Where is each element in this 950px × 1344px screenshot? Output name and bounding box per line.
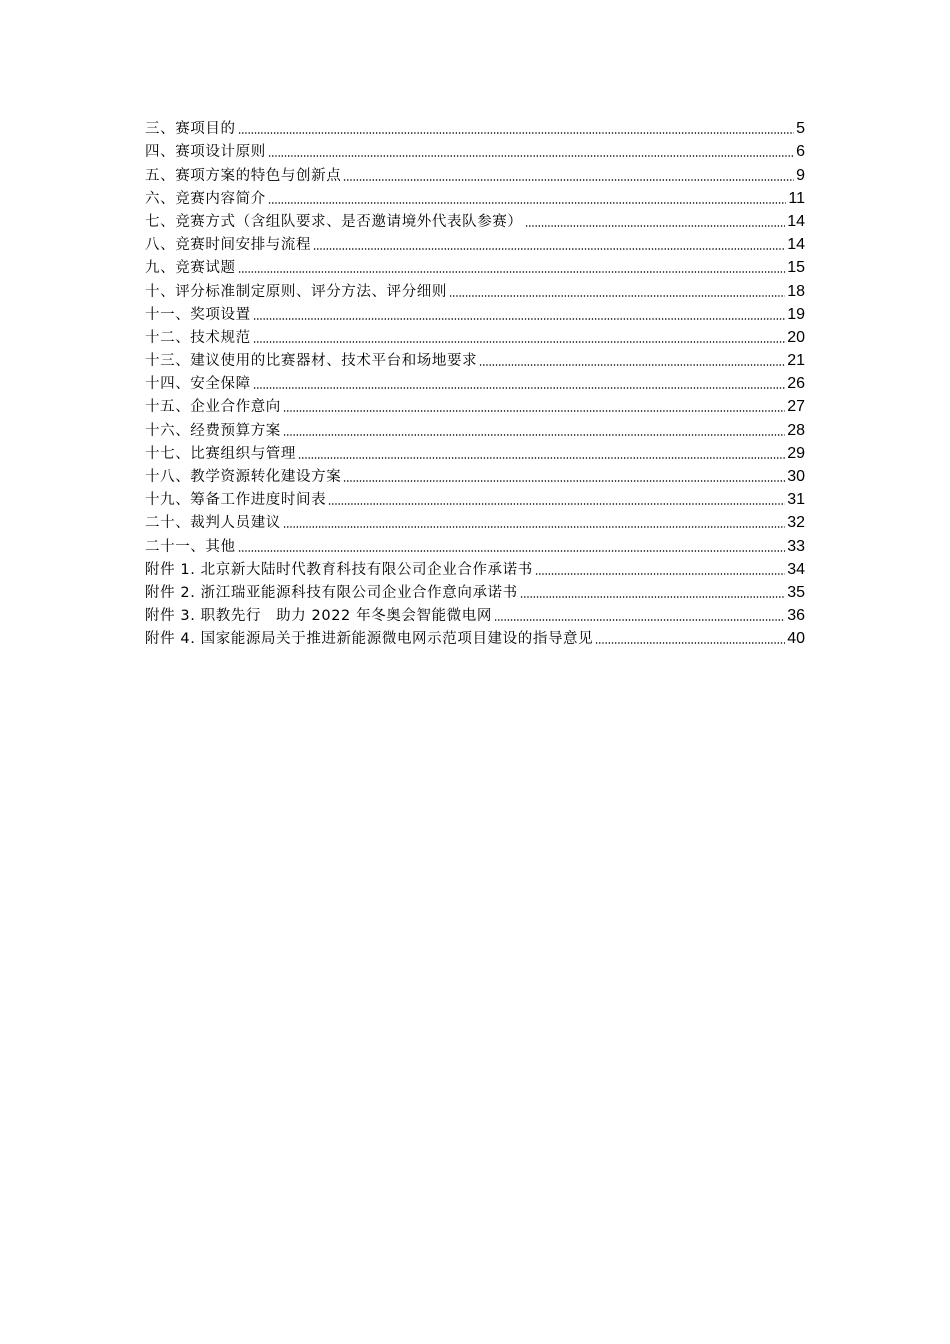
dot-leader	[283, 526, 785, 528]
toc-entry[interactable]	[145, 209, 805, 232]
toc-entry-title: 二十、裁判人员建议	[145, 515, 281, 532]
toc-entry-page-number: 28	[787, 421, 805, 439]
toc-entry[interactable]	[145, 441, 805, 464]
toc-entry-page-number: 6	[796, 143, 805, 161]
toc-entry-page-number: 29	[787, 444, 805, 462]
toc-entry[interactable]	[145, 603, 805, 626]
toc-entry[interactable]	[145, 394, 805, 417]
toc-entry-title: 附件 1. 北京新大陆时代教育科技有限公司企业合作承诺书	[145, 561, 533, 578]
dot-leader	[535, 573, 785, 575]
toc-entry-title: 附件 2. 浙江瑞亚能源科技有限公司企业合作意向承诺书	[145, 584, 518, 601]
dot-leader	[525, 225, 786, 227]
toc-entry-title: 十六、经费预算方案	[145, 422, 281, 439]
toc-entry[interactable]	[145, 464, 805, 487]
toc-entry-title: 十四、安全保障	[145, 376, 251, 393]
toc-entry[interactable]	[145, 139, 805, 162]
toc-entry-page-number: 14	[787, 212, 805, 230]
toc-entry[interactable]	[145, 533, 805, 556]
dot-leader	[253, 318, 786, 320]
toc-entry-title: 附件 3. 职教先行 助力 2022 年冬奥会智能微电网	[145, 608, 492, 625]
dot-leader	[268, 155, 794, 157]
toc-entry[interactable]	[145, 302, 805, 325]
toc-entry[interactable]	[145, 232, 805, 255]
toc-entry-title: 二十一、其他	[145, 538, 236, 555]
dot-leader	[449, 295, 785, 297]
toc-entry[interactable]	[145, 580, 805, 603]
toc-entry-title: 六、竞赛内容简介	[145, 190, 266, 207]
toc-entry-page-number: 26	[787, 375, 805, 393]
toc-entry-page-number: 40	[787, 630, 805, 648]
dot-leader	[268, 202, 787, 204]
toc-entry-page-number: 21	[787, 352, 805, 370]
dot-leader	[343, 179, 794, 181]
toc-entry-page-number: 20	[787, 328, 805, 346]
dot-leader	[283, 410, 785, 412]
toc-entry[interactable]	[145, 255, 805, 278]
toc-entry[interactable]	[145, 487, 805, 510]
toc-entry-page-number: 31	[787, 491, 805, 509]
dot-leader	[238, 550, 786, 552]
toc-entry-page-number: 35	[787, 583, 805, 601]
dot-leader	[298, 457, 785, 459]
toc-entry-page-number: 18	[787, 282, 805, 300]
toc-entry-page-number: 30	[787, 468, 805, 485]
dot-leader	[283, 434, 785, 436]
toc-entry[interactable]	[145, 348, 805, 371]
dot-leader	[238, 271, 786, 273]
dot-leader	[343, 480, 785, 482]
toc-entry[interactable]	[145, 116, 805, 139]
dot-leader	[328, 503, 785, 505]
toc-entry[interactable]	[145, 557, 805, 580]
toc-entry-page-number: 27	[787, 398, 805, 416]
toc-entry[interactable]	[145, 510, 805, 533]
dot-leader	[313, 248, 785, 250]
toc-entry[interactable]	[145, 371, 805, 394]
toc-entry-page-number: 5	[796, 120, 805, 138]
dot-leader	[494, 619, 785, 621]
toc-entry-title: 七、竞赛方式（含组队要求、是否邀请境外代表队参赛）	[145, 213, 523, 230]
dot-leader	[253, 341, 786, 343]
toc-entry[interactable]	[145, 186, 805, 209]
toc-entry-page-number: 15	[787, 259, 805, 277]
toc-entry-title: 十五、企业合作意向	[145, 399, 281, 416]
dot-leader	[238, 132, 794, 134]
toc-entry-title: 十九、筹备工作进度时间表	[145, 492, 327, 509]
toc-entry-title: 十八、教学资源转化建设方案	[145, 469, 342, 485]
toc-entry-page-number: 9	[796, 166, 805, 184]
dot-leader	[479, 364, 785, 366]
dot-leader	[253, 387, 786, 389]
table-of-contents	[145, 116, 805, 649]
toc-entry-title: 十七、比赛组织与管理	[145, 445, 296, 462]
toc-entry[interactable]	[145, 325, 805, 348]
toc-entry[interactable]	[145, 626, 805, 649]
toc-entry-page-number: 14	[787, 236, 805, 254]
toc-entry-title: 附件 4. 国家能源局关于推进新能源微电网示范项目建设的指导意见	[145, 631, 594, 648]
toc-entry-page-number: 11	[788, 189, 805, 207]
toc-entry-title: 五、赛项方案的特色与创新点	[145, 167, 342, 184]
toc-entry[interactable]	[145, 162, 805, 185]
toc-entry-title: 十一、奖项设置	[145, 306, 251, 323]
dot-leader	[595, 642, 785, 644]
toc-entry-page-number: 34	[787, 560, 805, 578]
toc-entry-page-number: 36	[787, 607, 805, 625]
dot-leader	[520, 596, 785, 598]
toc-entry-title: 十、评分标准制定原则、评分方法、评分细则	[145, 283, 447, 300]
toc-entry-title: 十二、技术规范	[145, 329, 251, 346]
toc-entry-title: 三、赛项目的	[145, 121, 236, 138]
toc-entry-title: 八、竞赛时间安排与流程	[145, 237, 312, 254]
toc-entry-page-number: 19	[787, 305, 805, 323]
toc-entry-page-number: 33	[787, 537, 805, 555]
toc-entry[interactable]	[145, 278, 805, 301]
toc-entry-title: 四、赛项设计原则	[145, 144, 266, 161]
toc-entry-page-number: 32	[787, 514, 805, 532]
toc-entry-title: 九、竞赛试题	[145, 260, 236, 277]
toc-entry[interactable]	[145, 417, 805, 440]
toc-entry-title: 十三、建议使用的比赛器材、技术平台和场地要求	[145, 353, 478, 370]
